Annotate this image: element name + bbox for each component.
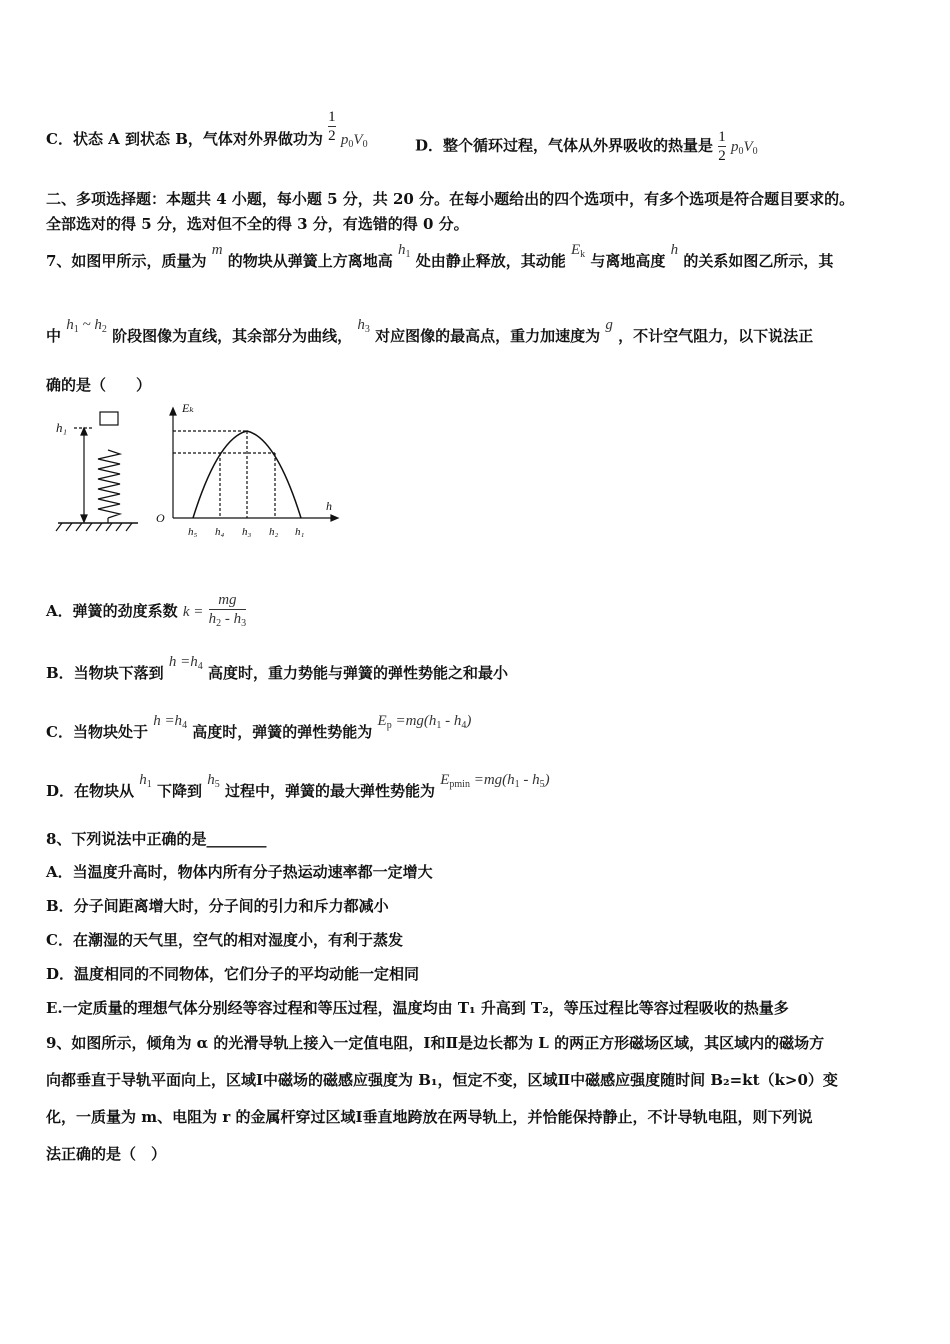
q6-option-c[interactable] [46, 108, 368, 150]
q7-part5: 的关系如图乙所示，其 [683, 252, 834, 270]
q7-option-b-text1: B．当物块下落到 [46, 664, 164, 682]
q7-part6: 中 [46, 327, 62, 345]
q6-option-c-text: C．状态 A 到状态 B，气体对外界做功为 [46, 130, 323, 148]
q7-stem-line2 [46, 317, 814, 347]
q7-option-c[interactable] [46, 713, 472, 743]
fig-o-label: O [156, 511, 165, 525]
var-h5-d: $h_5$ [207, 772, 220, 790]
fraction-half-2: $\frac{1}{2}$ [718, 129, 726, 164]
formula-ep: $E_p =mg(h_1 - h_4)$ [377, 713, 472, 731]
var-m: m [211, 242, 223, 258]
ek-graph [156, 401, 338, 538]
fraction-half: $\frac{1}{2}$ [328, 108, 336, 144]
tick-h2: h₂ [269, 526, 279, 538]
spring-figure [56, 412, 138, 531]
q7-stem-line3: 确的是（ ） [46, 376, 152, 394]
q8-stem: 8、下列说法中正确的是________ [46, 830, 267, 848]
q6-option-d[interactable] [415, 128, 758, 165]
section2-line2: 全部选对的得 5 分，选对但不全的得 3 分，有选错的得 0 分。 [46, 215, 469, 233]
var-h1-h2: $h_1$ ~ $h_2$ [66, 317, 107, 335]
q7-part1: 7、如图甲所示，质量为 [46, 252, 207, 270]
q7-part8: 对应图像的最高点，重力加速度为 [375, 327, 601, 345]
q8-option-e[interactable]: E.一定质量的理想气体分别经等容过程和等压过程，温度均由 T₁ 升高到 T₂，等压过程比等容过程吸收的热量多 [46, 999, 789, 1017]
q7-part3: 处由静止释放，其动能 [415, 252, 566, 270]
var-h: h [670, 242, 679, 258]
q7-part2: 的物块从弹簧上方离地高 [227, 252, 393, 270]
q7-part4: 与离地高度 [590, 252, 666, 270]
tick-h3: h₃ [242, 526, 252, 538]
q7-part9: ，不计空气阻力，以下说法正 [618, 327, 814, 345]
q8-option-d[interactable]: D．温度相同的不同物体，它们分子的平均动能一定相同 [46, 965, 420, 983]
formula-h-eq-h4-c: $h =h_4$ [153, 713, 188, 731]
q7-option-d-text3: 过程中，弹簧的最大弹性势能为 [224, 782, 435, 800]
ek-curve [193, 431, 301, 518]
fig-h1-label: h₁ [56, 420, 68, 435]
section2-line1: 二、多项选择题：本题共 4 小题，每小题 5 分，共 20 分。在每小题给出的四个选项中，有多个选项是符合题目要求的。 [46, 190, 855, 208]
q7-part7: 阶段图像为直线，其余部分为曲线， [112, 327, 353, 345]
var-h1: $h_1$ [398, 242, 411, 260]
tick-h5: h₅ [188, 526, 198, 538]
q9-line4: 法正确的是（ ） [46, 1145, 167, 1163]
formula-h-eq-h4: $h =h_4$ [168, 654, 203, 672]
q6-option-d-text: D．整个循环过程，气体从外界吸收的热量是 [415, 136, 714, 155]
q7-option-b-text2: 高度时，重力势能与弹簧的弹性势能之和最小 [208, 664, 509, 682]
q9-line1: 9、如图所示，倾角为 α 的光滑导轨上接入一定值电阻，Ⅰ和Ⅱ是边长都为 L 的两正方形磁场区域，其区域内的磁场方 [46, 1034, 825, 1052]
tick-h4: h₄ [215, 526, 225, 538]
q9-line2: 向都垂直于导轨平面向上，区域Ⅰ中磁场的磁感应强度为 B₁，恒定不变，区域Ⅱ中磁感应强度随时间 B₂=kt（k>0）变 [46, 1071, 838, 1089]
q7-option-d[interactable] [46, 772, 550, 802]
tick-h1: h₁ [295, 526, 305, 538]
q7-option-c-text1: C．当物块处于 [46, 723, 148, 741]
work-formula: $p_0V_0$ [340, 132, 368, 150]
q7-option-d-text2: 下降到 [156, 782, 202, 800]
q9-line3: 化，一质量为 m、电阻为 r 的金属杆穿过区域Ⅰ垂直地跨放在两导轨上，并恰能保持静止，不计导轨电阻，则下列说 [46, 1108, 813, 1126]
fig-ek-label: Eₖ [182, 401, 194, 415]
var-g: g [605, 317, 613, 333]
var-h3: $h_3$ [357, 317, 370, 335]
var-h1-d: $h_1$ [139, 772, 152, 790]
q8-option-c[interactable]: C．在潮湿的天气里，空气的相对湿度小，有利于蒸发 [46, 931, 403, 949]
var-ek: $E_k$ [571, 242, 586, 260]
q7-option-a-text: A．弹簧的劲度系数 [46, 602, 178, 620]
formula-k-fraction: $\frac{mg}{h_2 - h_3}$ [209, 591, 247, 633]
q7-figure [48, 398, 348, 543]
q7-stem-line1 [46, 242, 834, 272]
fig-h-axis: h [326, 499, 332, 513]
q7-option-c-text2: 高度时，弹簧的弹性势能为 [192, 723, 373, 741]
formula-epmin: $E_{pmin} =mg(h_1 - h_5)$ [440, 772, 550, 790]
q7-option-d-text1: D．在物块从 [46, 782, 135, 800]
q7-option-b[interactable] [46, 654, 509, 684]
q8-option-b[interactable]: B．分子间距离增大时，分子间的引力和斥力都减小 [46, 897, 389, 915]
q7-option-a[interactable] [46, 591, 246, 633]
formula-k: k = [182, 604, 204, 620]
q8-option-a[interactable]: A．当温度升高时，物体内所有分子热运动速率都一定增大 [46, 863, 433, 881]
heat-formula: $p_0V_0$ [730, 138, 758, 157]
